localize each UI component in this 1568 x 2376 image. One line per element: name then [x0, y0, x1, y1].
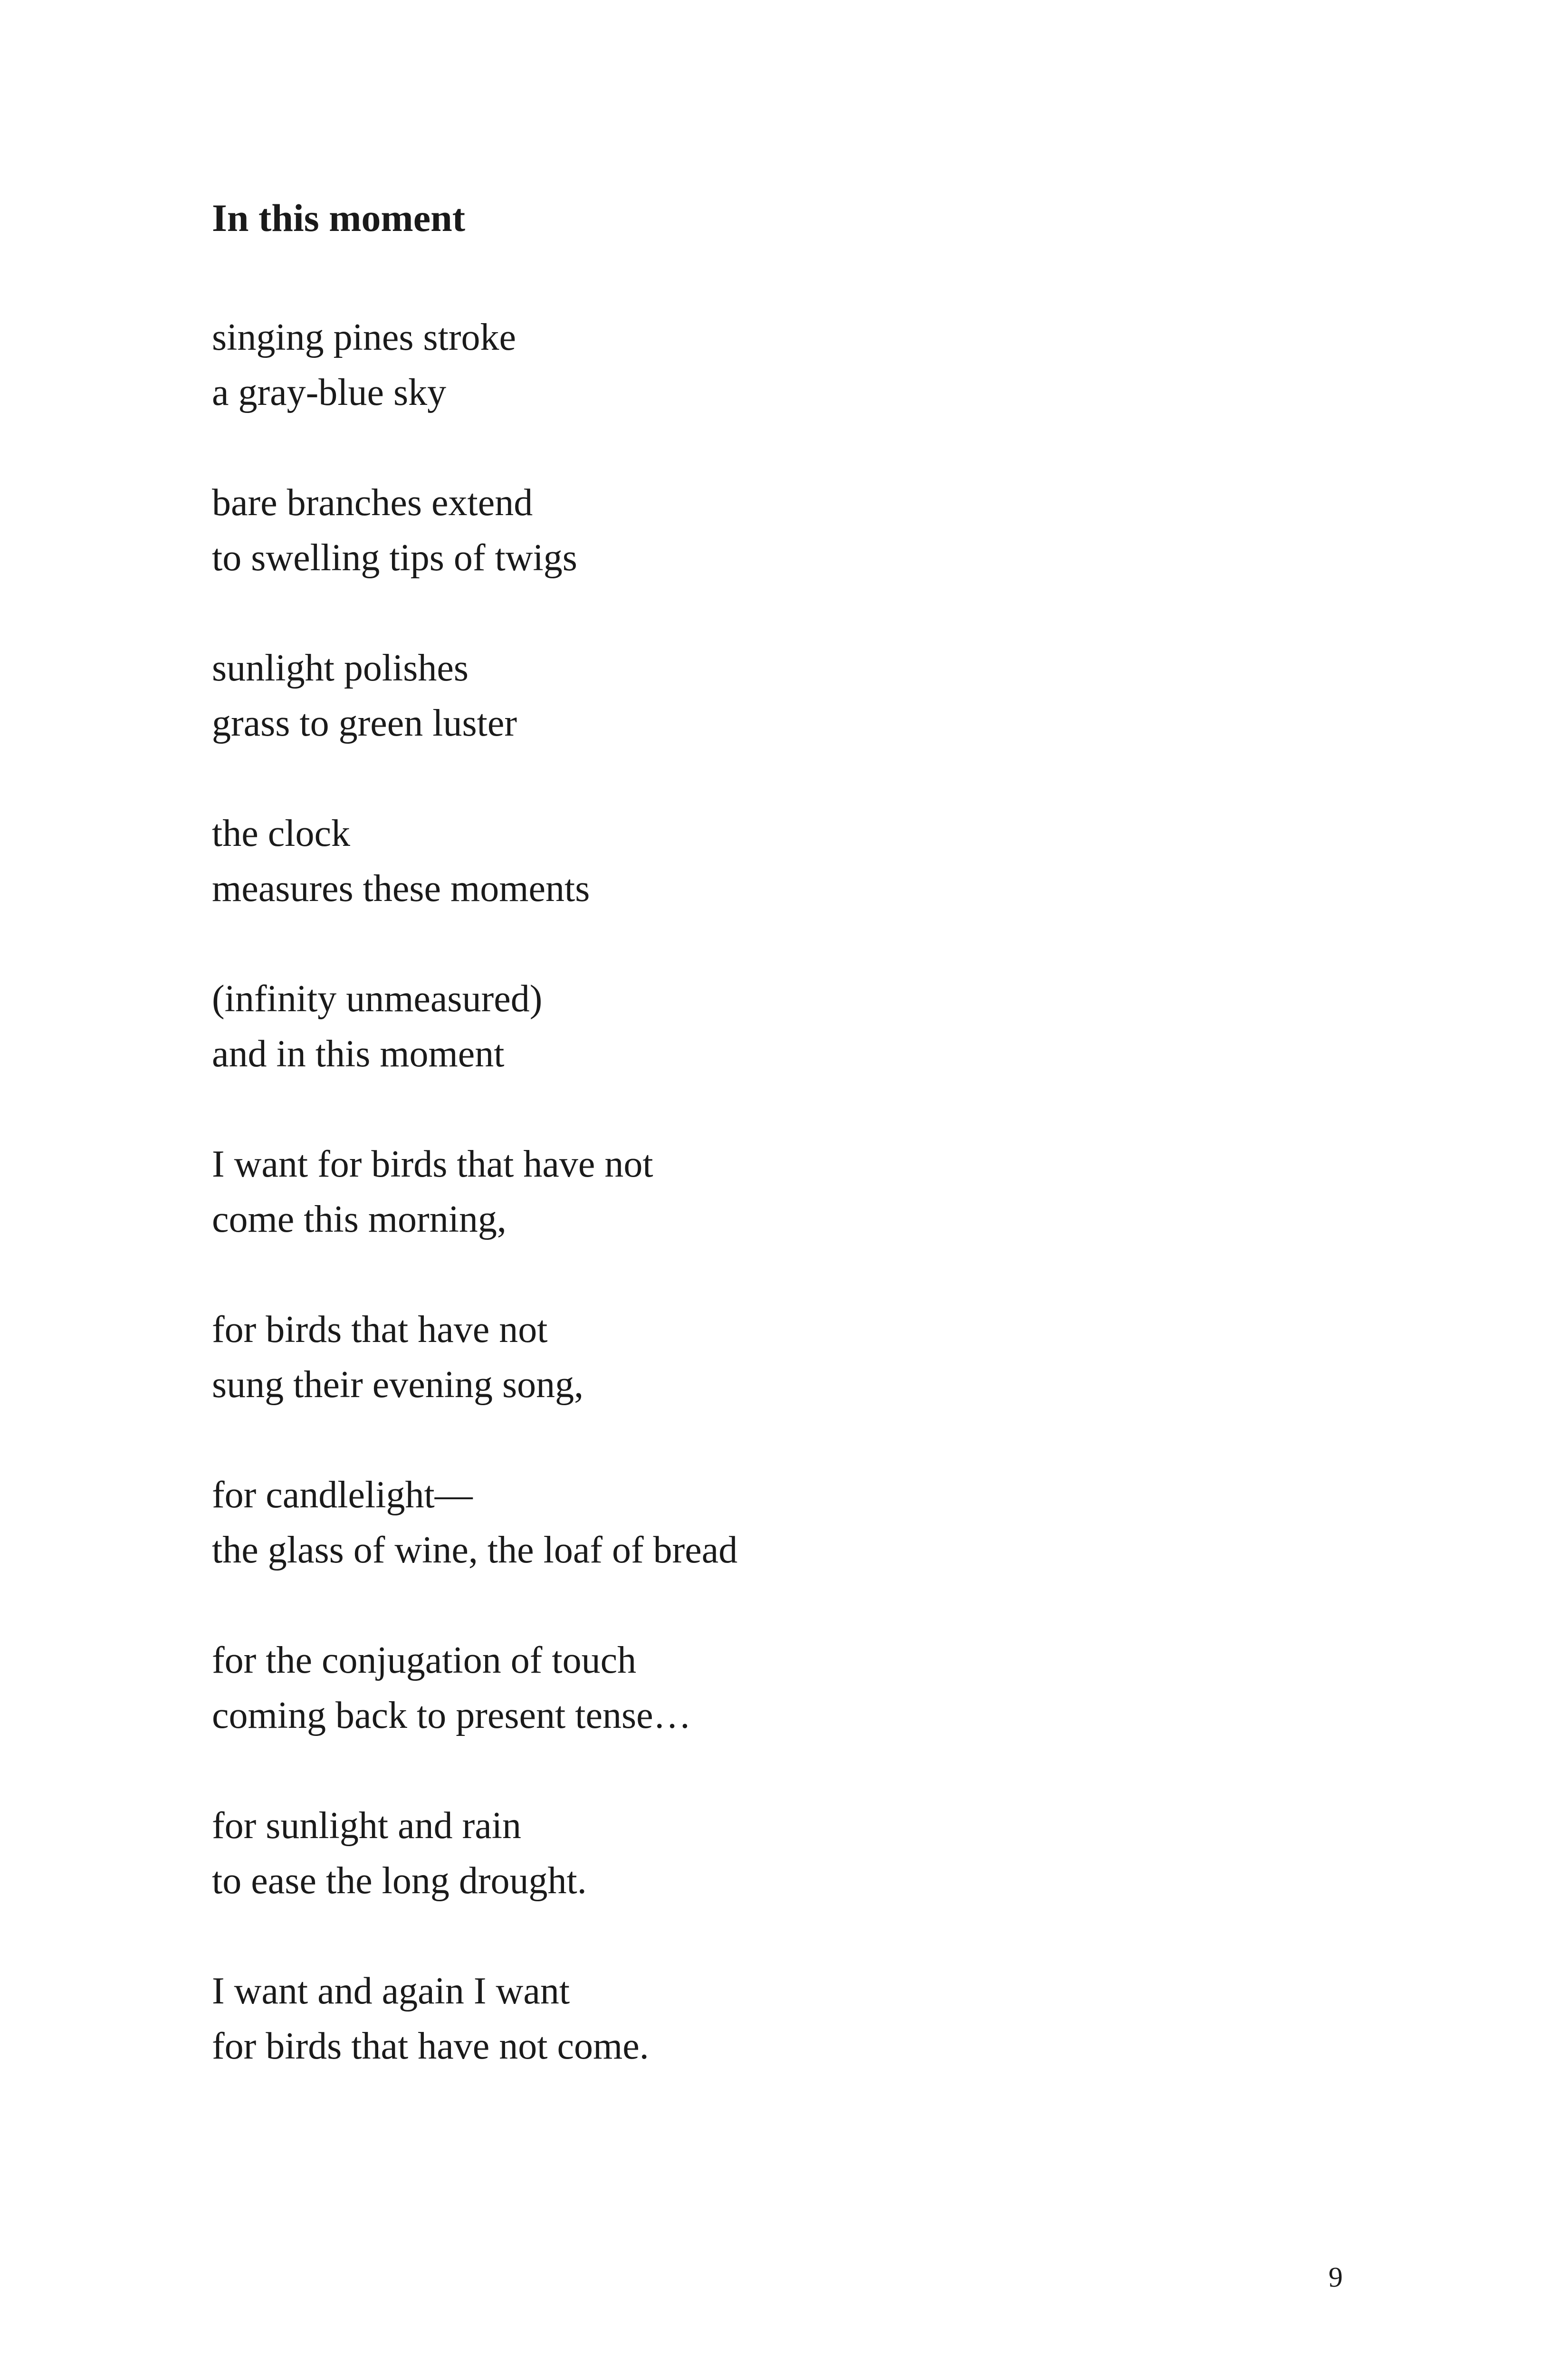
poem-line: come this morning,: [212, 1198, 507, 1240]
stanza: [212, 1302, 1352, 1467]
poem-line: to ease the long drought.: [212, 1860, 587, 1902]
poem-line: for the conjugation of touch: [212, 1639, 637, 1681]
stanza: [212, 1964, 1352, 2129]
poem-line: for sunlight and rain: [212, 1805, 521, 1847]
poem-body: [212, 310, 1352, 2129]
poem-line: to swelling tips of twigs: [212, 537, 577, 579]
poem-line: I want for birds that have not: [212, 1143, 653, 1185]
poem-line: and in this moment: [212, 1033, 505, 1075]
stanza: [212, 1137, 1352, 1302]
poem-line: measures these moments: [212, 868, 590, 910]
stanza: [212, 1798, 1352, 1964]
stanza: [212, 806, 1352, 971]
poem-line: for birds that have not: [212, 1309, 548, 1351]
stanza: [212, 641, 1352, 806]
stanza: [212, 1633, 1352, 1798]
stanza: [212, 475, 1352, 641]
poem-line: coming back to present tense…: [212, 1695, 691, 1736]
poem-line: sunlight polishes: [212, 647, 469, 689]
poem-title: In this moment: [212, 196, 466, 240]
stanza: [212, 310, 1352, 475]
poem-line: bare branches extend: [212, 482, 533, 524]
stanza: [212, 1467, 1352, 1633]
poem-line: I want and again I want: [212, 1970, 570, 2012]
poem-line: sung their evening song,: [212, 1364, 584, 1406]
poem-line: for birds that have not come.: [212, 2025, 649, 2067]
poem-line: the clock: [212, 813, 350, 854]
poem-line: the glass of wine, the loaf of bread: [212, 1529, 738, 1571]
stanza: [212, 971, 1352, 1137]
page-number: 9: [1329, 2261, 1343, 2293]
poem-line: for candlelight—: [212, 1474, 473, 1516]
poem-line: singing pines stroke: [212, 316, 516, 358]
poem-line: a gray-blue sky: [212, 372, 447, 413]
poem-line: (infinity unmeasured): [212, 978, 543, 1020]
poem-line: grass to green luster: [212, 702, 517, 744]
